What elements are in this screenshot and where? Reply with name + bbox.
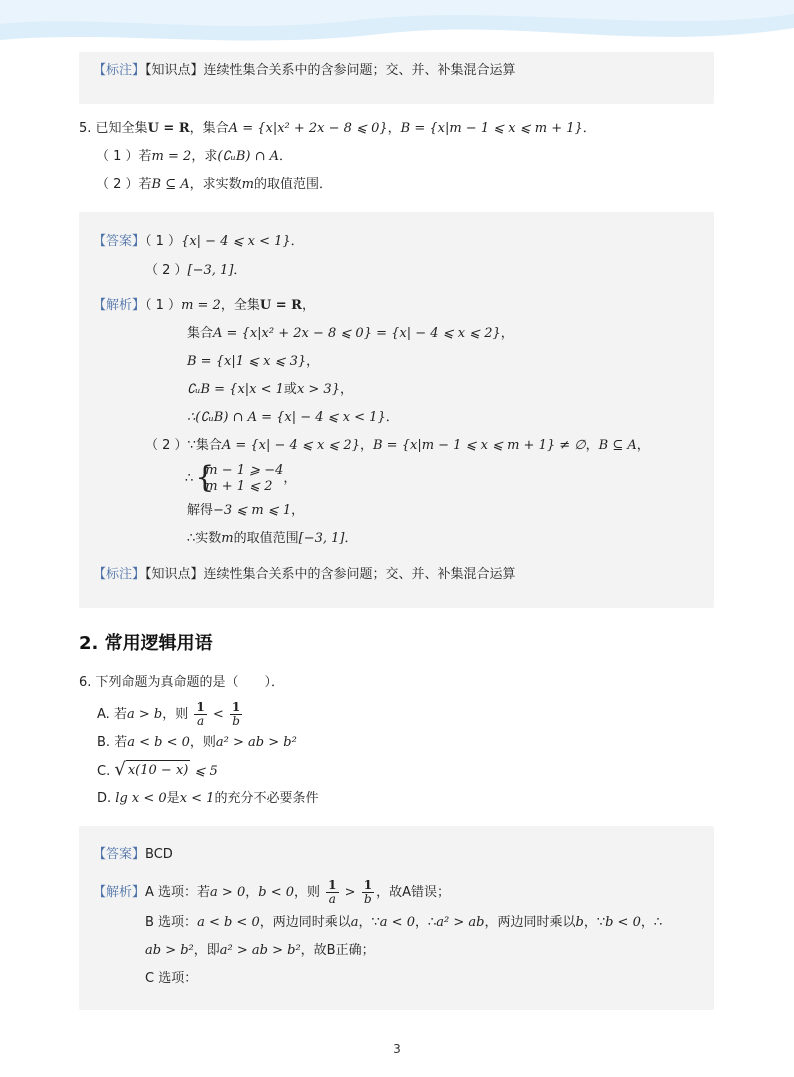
analysis-tag-q6: 【解析】 <box>93 885 146 900</box>
q5-answer-p2-label: （ 2 ） <box>145 263 188 278</box>
q5-stem <box>79 120 596 138</box>
q5-answer-line1 <box>93 233 304 251</box>
option-b-math-a: a < b < 0 <box>127 735 190 750</box>
q5-analysis-l8-end: ， <box>291 503 305 518</box>
q6-analysis-b2-text: ，即 <box>193 943 220 958</box>
fraction-denominator: b <box>364 892 372 906</box>
q6-analysis-a-greater: > <box>344 885 356 900</box>
q6-option-d <box>97 790 318 808</box>
q6-option-a <box>97 700 244 730</box>
fraction-1-over-b-analysis <box>362 879 374 906</box>
q5-part1-end: ． <box>279 149 293 164</box>
q5-stem-math-a: A = {x|x² + 2x − 8 ⩽ 0} <box>228 121 388 136</box>
note-q4 <box>93 62 516 80</box>
fraction-numerator: 1 <box>363 878 373 892</box>
q5-analysis-l9-text-a: ∴实数 <box>187 531 222 546</box>
q6-analysis-b-var-a: a <box>350 915 359 930</box>
q5-part2-text: ，求实数 <box>189 177 242 192</box>
option-c-math: ⩽ 5 <box>194 764 218 779</box>
q5-analysis-l6-text-d: ， <box>636 438 650 453</box>
q6-analysis-b-math-3: a² > ab <box>436 915 485 930</box>
option-d-math-a: lg x < 0 <box>115 791 167 806</box>
q5-part2-end: 的取值范围． <box>254 177 333 192</box>
q6-option-b <box>97 734 297 752</box>
left-brace-icon: { <box>195 459 215 495</box>
q5-analysis-l9-end: ． <box>344 531 358 546</box>
answer-tag-q6: 【答案】 <box>93 847 146 862</box>
q5-part1-label: （ 1 ）若 <box>96 149 152 164</box>
q5-analysis-l6-math-a: A = {x| − 4 ⩽ x ⩽ 2} <box>221 438 360 453</box>
q5-analysis-line3 <box>187 353 319 371</box>
q5-answer-p1-label: （ 1 ） <box>145 234 182 249</box>
fraction-numerator: 1 <box>231 700 241 714</box>
note-q5-text: 【知识点】连续性集合关系中的含参问题；交、并、补集混合运算 <box>145 567 516 582</box>
q5-analysis-line2 <box>187 325 514 343</box>
note-q5 <box>93 566 516 584</box>
q6-analysis-b2-math-1: ab > b² <box>145 943 194 958</box>
option-d-math-b: x < 1 <box>179 791 215 806</box>
q5-analysis-l4-math-a: ∁ᵤB = {x|x < 1 <box>187 382 284 397</box>
note-q4-text: 【知识点】连续性集合关系中的含参问题；交、并、补集混合运算 <box>145 63 516 78</box>
system-row-1: m − 1 ⩾ −4 <box>205 462 284 478</box>
analysis-tag: 【解析】 <box>93 298 146 313</box>
q5-analysis-line9 <box>187 530 357 548</box>
q6-analysis-b2-end: ，故B正确； <box>300 943 375 958</box>
q5-analysis-l6-text-b: ， <box>359 438 373 453</box>
q6-analysis-a-label: A 选项：若 <box>145 885 211 900</box>
note-tag: 【标注】 <box>93 63 146 78</box>
option-a-less-than: < <box>212 707 224 722</box>
q5-analysis-line1 <box>93 297 315 315</box>
q6-analysis-b-var-b: b <box>575 915 584 930</box>
option-b-text-a: 若 <box>114 735 128 750</box>
q6-analysis-c-label: C 选项： <box>145 971 198 986</box>
q5-stem-text-a: 已知全集 <box>95 121 148 136</box>
q5-answer-p2-math: [−3, 1] <box>187 263 234 278</box>
q5-analysis-line6 <box>145 437 650 455</box>
inequality-system <box>195 459 284 495</box>
fraction-1-over-a-analysis <box>326 879 338 906</box>
q5-analysis-l3-math: B = {x|1 ⩽ x ⩽ 3} <box>187 354 307 369</box>
q5-analysis-l1-end: ， <box>301 298 315 313</box>
q5-answer-line2 <box>145 262 246 280</box>
q6-analysis-a-comma: ， <box>245 885 259 900</box>
q5-analysis-line8 <box>187 502 304 520</box>
q6-analysis-b-label: B 选项： <box>145 915 198 930</box>
fraction-1-over-a <box>194 701 206 728</box>
q5-part2-math: B ⊆ A <box>151 177 190 192</box>
section-title: 2. 常用逻辑用语 <box>79 633 213 654</box>
q5-analysis-l6-math-empty: ≠ ∅ <box>559 438 586 453</box>
q5-part2-label: （ 2 ）若 <box>96 177 152 192</box>
q5-analysis-l4-end: ， <box>339 382 353 397</box>
option-b-text-b: ，则 <box>189 735 216 750</box>
q5-analysis-p1-label: （ 1 ） <box>145 298 182 313</box>
answer-tag: 【答案】 <box>93 234 146 249</box>
q5-part2-var: m <box>241 177 254 192</box>
option-d-label: D. <box>97 791 112 806</box>
option-b-math-b: a² > ab > b² <box>215 735 297 750</box>
option-d-text-b: 的充分不必要条件 <box>214 791 319 806</box>
q5-analysis-l1-math-m: m = 2 <box>181 298 221 313</box>
option-a-math: a > b <box>126 707 163 722</box>
radical-sign-icon: √ <box>114 759 126 780</box>
option-a-text-a: 若 <box>113 707 127 722</box>
q5-analysis-l8-text: 解得 <box>187 503 214 518</box>
system-row-2: m + 1 ⩽ 2 <box>205 478 273 494</box>
q5-analysis-l2-text: 集合 <box>187 326 214 341</box>
q5-analysis-l6-text-a: ∵集合 <box>187 438 222 453</box>
option-c-label: C. <box>97 764 111 779</box>
q6-analysis-b2 <box>145 942 375 960</box>
q5-part1-text: ，求 <box>191 149 218 164</box>
q5-answer-p2-end: ． <box>233 263 247 278</box>
q5-part1-math-m: m = 2 <box>151 149 192 164</box>
fraction-denominator: a <box>196 714 205 728</box>
q5-stem-text-b: ，集合 <box>189 121 229 136</box>
q5-analysis-l6-math-subset: B ⊆ A <box>598 438 637 453</box>
q6-analysis-a-end: ，故A错误； <box>376 885 450 900</box>
q6-answer <box>93 846 173 864</box>
q5-stem-math-u: U = R <box>147 121 190 136</box>
q5-part1 <box>96 148 292 166</box>
q5-number: 5. <box>79 121 92 136</box>
q5-analysis-line5 <box>187 409 399 427</box>
q5-stem-text-c: ， <box>387 121 401 136</box>
page-number: 3 <box>393 1042 401 1056</box>
q5-analysis-l8-math: −3 ⩽ m ⩽ 1 <box>213 503 292 518</box>
q5-analysis-l7-end: ， <box>283 471 297 486</box>
q5-analysis-l9-var: m <box>221 531 234 546</box>
q5-answer-p1-math: {x| − 4 ⩽ x < 1} <box>181 234 291 249</box>
q5-part1-math-set: (∁ᵤB) ∩ A <box>217 149 280 164</box>
q6-stem <box>79 674 284 692</box>
q6-analysis-b <box>145 914 662 932</box>
q5-analysis-l6-text-c: ， <box>585 438 599 453</box>
q6-analysis-b-text-4: ，两边同时乘以 <box>484 915 576 930</box>
q5-analysis-l2-math-def: A = {x|x² + 2x − 8 ⩽ 0} <box>213 326 372 341</box>
fraction-numerator: 1 <box>196 700 205 714</box>
q5-part2 <box>96 176 332 194</box>
q6-analysis-a-math-a: a > 0 <box>210 885 246 900</box>
q6-analysis-c <box>145 970 197 988</box>
note-tag-q5: 【标注】 <box>93 567 146 582</box>
q6-analysis-b2-math-2: a² > ab > b² <box>219 943 301 958</box>
q6-number: 6. <box>79 675 92 690</box>
q6-analysis-a <box>93 878 450 908</box>
q6-analysis-a-then: ，则 <box>294 885 321 900</box>
q6-option-c <box>97 760 218 782</box>
radicand: x(10 − x) <box>126 760 191 780</box>
fraction-numerator: 1 <box>328 878 337 892</box>
q5-analysis-l2-end: ， <box>500 326 514 341</box>
q6-analysis-b-math-4: b < 0 <box>605 915 641 930</box>
q5-analysis-l4-or: 或 <box>283 382 297 397</box>
fraction-denominator: b <box>232 714 240 728</box>
q5-answer-p1-end: ． <box>290 234 304 249</box>
q5-analysis-l6-math-b: B = {x|m − 1 ⩽ x ⩽ m + 1} <box>373 438 556 453</box>
q5-analysis-l5-math: ∴(∁ᵤB) ∩ A = {x| − 4 ⩽ x < 1} <box>187 410 386 425</box>
q6-analysis-b-text-2: ，∵ <box>358 915 380 930</box>
q5-analysis-l1-text: ，全集 <box>220 298 260 313</box>
q6-analysis-a-math-b: b < 0 <box>258 885 294 900</box>
q5-analysis-l9-math: [−3, 1] <box>298 531 345 546</box>
q5-stem-text-d: ． <box>582 121 596 136</box>
square-root <box>114 760 190 780</box>
q6-analysis-b-text-5: ，∵ <box>583 915 606 930</box>
option-b-label: B. <box>97 735 111 750</box>
q6-analysis-b-text-3: ，∴ <box>414 915 437 930</box>
q5-analysis-l5-end: ． <box>385 410 399 425</box>
q6-analysis-b-math-1: a < b < 0 <box>197 915 260 930</box>
option-a-label: A. <box>97 707 110 722</box>
header-wave-decoration <box>0 0 794 60</box>
q5-analysis-line7 <box>185 459 297 496</box>
option-d-text-a: 是 <box>166 791 180 806</box>
therefore-symbol: ∴ <box>185 471 194 486</box>
q6-stem-text: 下列命题为真命题的是（ ）． <box>95 675 285 690</box>
q5-analysis-p2-label: （ 2 ） <box>145 438 188 453</box>
q5-analysis-line4 <box>187 381 353 399</box>
q6-analysis-b-text-6: ，∴ <box>640 915 663 930</box>
option-a-text-b: ，则 <box>162 707 189 722</box>
q6-analysis-b-math-2: a < 0 <box>379 915 415 930</box>
q5-analysis-l2-math-val: = {x| − 4 ⩽ x ⩽ 2} <box>376 326 501 341</box>
q5-analysis-l9-text-b: 的取值范围 <box>233 531 299 546</box>
q5-analysis-l3-end: ， <box>306 354 320 369</box>
q5-analysis-l1-math-u: U = R <box>259 298 302 313</box>
fraction-1-over-b <box>230 701 242 728</box>
q6-answer-value: BCD <box>145 847 173 862</box>
q5-analysis-l4-math-b: x > 3} <box>296 382 340 397</box>
fraction-denominator: a <box>328 892 336 906</box>
q6-analysis-b-text-1: ，两边同时乘以 <box>259 915 351 930</box>
q5-stem-math-b: B = {x|m − 1 ⩽ x ⩽ m + 1} <box>400 121 583 136</box>
